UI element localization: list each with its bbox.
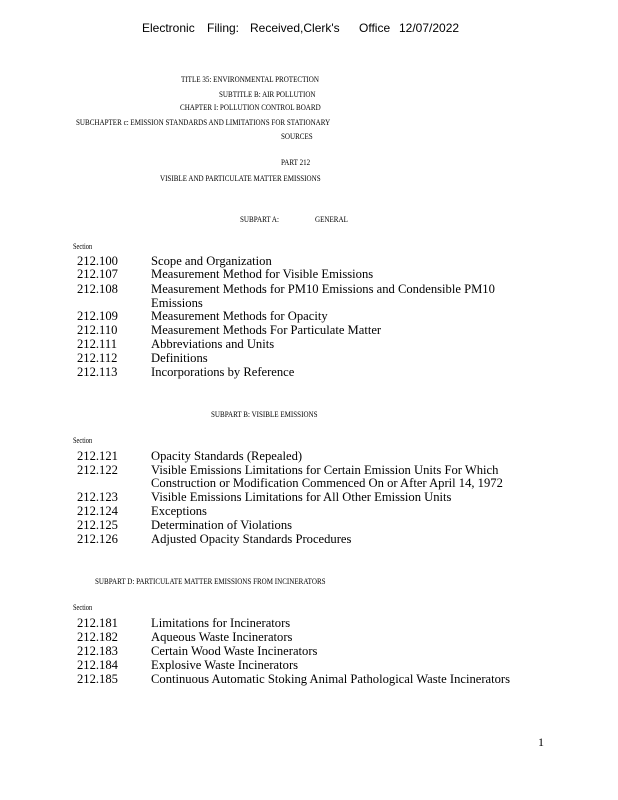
section-title: Aqueous Waste Incinerators [151,630,293,644]
filing-office: Office [359,21,391,35]
section-title: Continuous Automatic Stoking Animal Pathological Waste Incinerators [151,672,511,686]
section-title: Measurement Method for Visible Emissions [151,267,374,281]
section-number: 212.109 [77,309,118,323]
filing-date: 12/07/2022 [399,21,460,35]
section-number: 212.123 [77,490,118,504]
section-title: Visible Emissions Limitations for Certain Emission Units For Which [151,463,499,477]
filing-label: Filing: [207,21,240,35]
section-number: 212.110 [77,323,118,337]
section-title: Measurement Methods for PM10 Emissions and Condensible PM10 [151,282,495,296]
section-title: Incorporations by Reference [151,365,295,379]
filing-received: Received,Clerk's [250,21,340,35]
part-heading: PART 212 [281,157,311,167]
section-title: Explosive Waste Incinerators [151,658,299,672]
section-number: 212.108 [77,282,118,296]
subpart-a-name: GENERAL [315,214,348,224]
subpart-a-label: SUBPART A: [240,214,279,224]
subchapter-heading: SUBCHAPTER c: EMISSION STANDARDS AND LIMITATIONS FOR STATIONARY [76,117,331,127]
subchapter-heading-cont: SOURCES [281,131,313,141]
section-number: 212.122 [77,463,118,477]
section-number: 212.124 [77,504,118,518]
section-title: Measurement Methods for Opacity [151,309,328,323]
section-title-cont: Construction or Modification Commenced On or After April 14, 1972 [151,476,503,490]
section-label: Section [73,242,93,251]
title-heading: TITLE 35: ENVIRONMENTAL PROTECTION [181,74,319,84]
subpart-d-heading: SUBPART D: PARTICULATE MATTER EMISSIONS FROM INCINERATORS [95,576,326,586]
section-number: 212.181 [77,616,118,630]
section-title: Opacity Standards (Repealed) [151,449,303,463]
section-number: 212.185 [77,672,118,686]
section-number: 212.112 [77,351,118,365]
section-title: Determination of Violations [151,518,293,532]
section-number: 212.107 [77,267,118,281]
section-title: Scope and Organization [151,254,272,268]
section-title: Limitations for Incinerators [151,616,291,630]
section-title: Visible Emissions Limitations for All Other Emission Units [151,490,452,504]
subtitle-heading: SUBTITLE B: AIR POLLUTION [219,89,316,99]
section-title: Certain Wood Waste Incinerators [151,644,318,658]
section-number: 212.100 [77,254,118,268]
filing-electronic: Electronic [142,21,195,35]
section-label: Section [73,436,93,445]
section-label: Section [73,603,93,612]
section-number: 212.121 [77,449,118,463]
section-number: 212.126 [77,532,118,546]
chapter-heading: CHAPTER I: POLLUTION CONTROL BOARD [180,102,321,112]
section-title: Definitions [151,351,208,365]
section-title: Measurement Methods For Particulate Matter [151,323,382,337]
section-number: 212.113 [77,365,118,379]
subpart-b-heading: SUBPART B: VISIBLE EMISSIONS [211,409,318,419]
section-number: 212.111 [77,337,117,351]
section-number: 212.183 [77,644,118,658]
part-title: VISIBLE AND PARTICULATE MATTER EMISSIONS [160,173,321,183]
section-title: Adjusted Opacity Standards Procedures [151,532,352,546]
section-title-cont: Emissions [151,296,203,310]
section-title: Exceptions [151,504,207,518]
section-number: 212.182 [77,630,118,644]
page-number: 1 [538,735,544,749]
section-number: 212.125 [77,518,118,532]
section-title: Abbreviations and Units [151,337,275,351]
section-number: 212.184 [77,658,118,672]
